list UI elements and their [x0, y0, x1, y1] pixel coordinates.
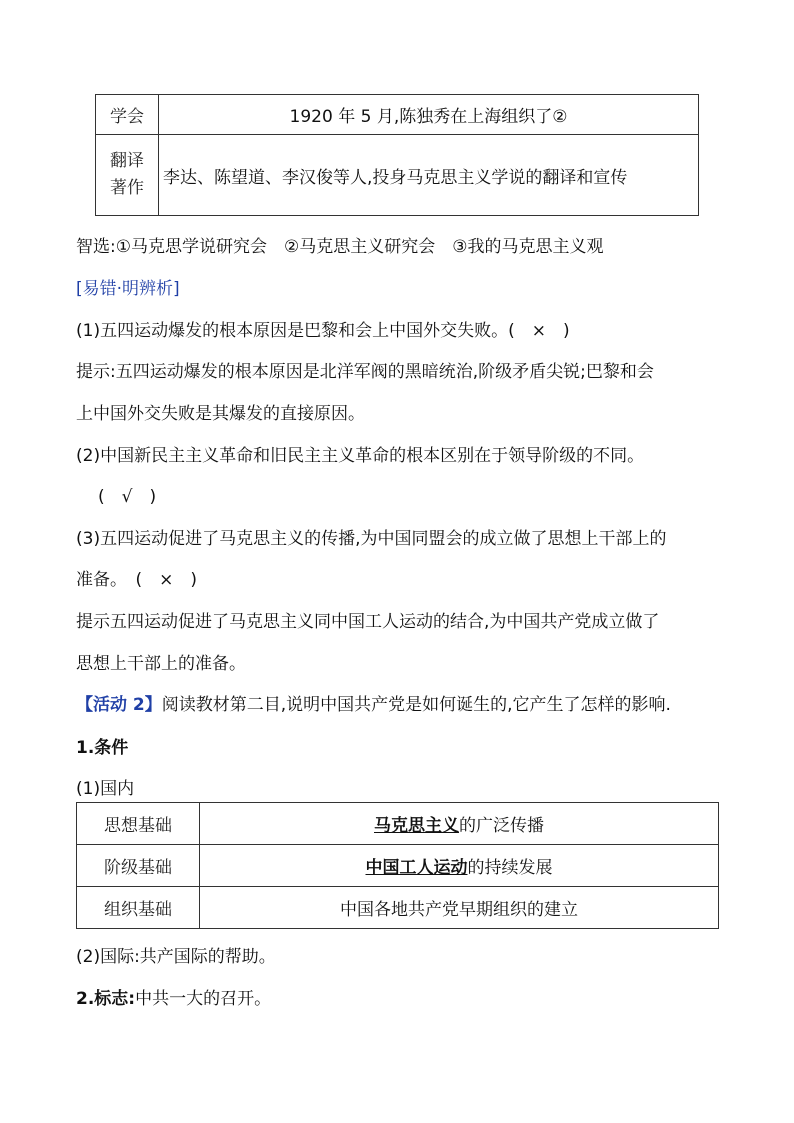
- activity-line: [76, 690, 671, 715]
- organizations-table: [95, 94, 699, 216]
- conditions-table: [76, 802, 719, 929]
- row-content: [200, 803, 719, 845]
- key-term: 中国工人运动: [365, 858, 468, 878]
- row-label: 阶级基础: [77, 845, 200, 887]
- sub-heading-international: (2)国际:共产国际的帮助。: [76, 947, 276, 967]
- table-row: [77, 887, 719, 929]
- section-tag: [易错·明辨析]: [76, 279, 180, 299]
- row-rest: 的持续发展: [467, 858, 553, 878]
- item-line: 提示:五四运动爆发的根本原因是北洋军阀的黑暗统治,阶级矛盾尖锐;巴黎和会: [76, 362, 654, 382]
- table-row: [77, 845, 719, 887]
- row-rest: 的广泛传播: [459, 816, 544, 836]
- row-content: 中国各地共产党早期组织的建立: [200, 887, 719, 929]
- item-line: (2)中国新民主主义革命和旧民主主义革命的根本区别在于领导阶级的不同。: [76, 446, 645, 466]
- row-content: [200, 845, 719, 887]
- item-line: ( √ ): [98, 487, 157, 507]
- activity-tag: 【活动 2】: [76, 695, 162, 715]
- row-label-line: 著作: [110, 178, 144, 198]
- row-label: 思想基础: [77, 803, 200, 845]
- sub-heading-domestic: (1)国内: [76, 779, 135, 799]
- heading-conditions: 1.条件: [76, 738, 129, 758]
- row-label-line: 翻译: [110, 150, 144, 171]
- heading-symbol-text: 中共一大的召开。: [135, 989, 272, 1009]
- row-content: 1920 年 5 月,陈独秀在上海组织了②: [159, 95, 699, 135]
- item-line: (3)五四运动促进了马克思主义的传播,为中国同盟会的成立做了思想上干部上的: [76, 529, 667, 549]
- activity-text: 阅读教材第二目,说明中国共产党是如何诞生的,它产生了怎样的影响.: [161, 695, 671, 715]
- choices-line: 智选:①马克思学说研究会 ②马克思主义研究会 ③我的马克思主义观: [76, 237, 604, 257]
- item-line: 提示五四运动促进了马克思主义同中国工人运动的结合,为中国共产党成立做了: [76, 612, 660, 632]
- table-row: [96, 95, 699, 135]
- heading-symbol-label: 2.标志:: [76, 989, 136, 1009]
- item-line: 思想上干部上的准备。: [76, 654, 246, 674]
- key-term: 马克思主义: [374, 816, 459, 836]
- heading-symbol: [76, 984, 271, 1009]
- row-content: 李达、陈望道、李汉俊等人,投身马克思主义学说的翻译和宣传: [159, 135, 699, 216]
- row-label: 组织基础: [77, 887, 200, 929]
- row-label: 学会: [96, 95, 159, 135]
- item-line: 上中国外交失败是其爆发的直接原因。: [76, 404, 365, 424]
- table-row: [96, 135, 699, 216]
- item-line: (1)五四运动爆发的根本原因是巴黎和会上中国外交失败。( × ): [76, 321, 570, 341]
- row-label: [96, 135, 159, 216]
- item-line: 准备。 ( × ): [76, 570, 198, 590]
- table-row: [77, 803, 719, 845]
